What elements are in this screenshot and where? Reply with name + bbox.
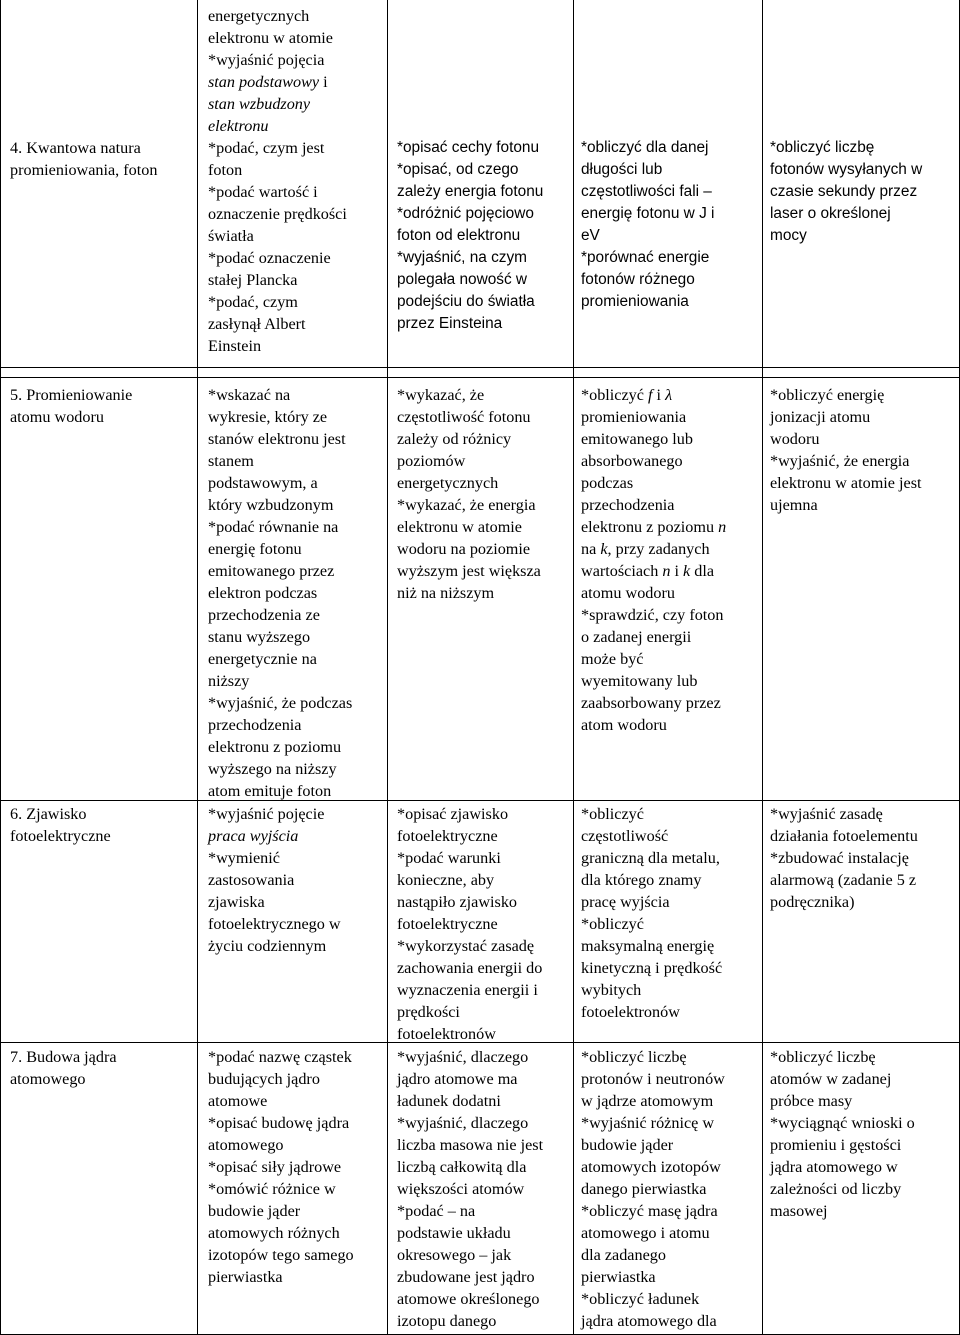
cell-line: *podać wartość i	[208, 183, 318, 201]
cell-line: *sprawdzić, czy foton	[581, 606, 724, 624]
cell-line: atomowe	[208, 1092, 268, 1110]
cell-line: pracę wyjścia	[581, 893, 670, 911]
excellent-cell	[770, 1046, 915, 1222]
cell-line: przechodzenia ze	[208, 606, 320, 624]
cell-line: *wyjaśnić, że podczas	[208, 694, 353, 712]
cell-line: zależy energia fotonu	[397, 183, 544, 200]
cell-line: wyznaczenia energii i	[397, 981, 538, 999]
extended-cell	[397, 803, 542, 1045]
cell-line: *obliczyć	[581, 805, 644, 823]
cell-line: *opisać budowę jądra	[208, 1114, 350, 1132]
excellent-cell	[770, 803, 918, 913]
cell-line: o zadanej energii	[581, 628, 692, 646]
advanced-cell	[581, 1046, 725, 1332]
cell-line: 7. Budowa jądra	[10, 1048, 117, 1066]
excellent-cell	[770, 137, 922, 247]
cell-line: energię fotonu w J i	[581, 205, 715, 222]
cell-line: oznaczenie prędkości	[208, 205, 347, 223]
cell-line: podejściu do światła	[397, 293, 535, 310]
cell-line: *wyjaśnić, dlaczego	[397, 1114, 529, 1132]
cell-line: dla zadanego	[581, 1246, 666, 1264]
cell-line: wartościach n i k dla	[581, 562, 715, 580]
cell-line: atomowych różnych	[208, 1224, 340, 1242]
cell-line: promieniowania	[581, 293, 689, 310]
topic-cell	[10, 137, 157, 181]
cell-line: atomowego	[10, 1070, 86, 1088]
cell-line: budujących jądro	[208, 1070, 320, 1088]
cell-line: częstotliwość fotonu	[397, 408, 531, 426]
cell-line: praca wyjścia	[208, 827, 299, 845]
advanced-cell	[581, 137, 714, 313]
column-divider	[762, 0, 763, 1335]
cell-line: 6. Zjawisko	[10, 805, 87, 823]
cell-line: podstawie układu	[397, 1224, 511, 1242]
cell-line: masowej	[770, 1202, 828, 1220]
cell-line: zastosowania	[208, 871, 295, 889]
cell-line: izotopów tego samego	[208, 1246, 354, 1264]
cell-line: atomowego	[208, 1136, 284, 1154]
cell-line: elektronu w atomie	[208, 29, 333, 47]
cell-line: *podać, czym	[208, 293, 298, 311]
cell-line: stałej Plancka	[208, 271, 298, 289]
cell-line: fotonów różnego	[581, 271, 695, 288]
cell-line: *wykorzystać zasadę	[397, 937, 535, 955]
cell-line: *odróżnić pojęciowo	[397, 205, 534, 222]
cell-line: eV	[581, 227, 600, 244]
basic-cell	[208, 1046, 354, 1288]
cell-line: *obliczyć f i λ	[581, 386, 673, 404]
cell-line: niż na niższym	[397, 584, 495, 602]
cell-line: zasłynął Albert	[208, 315, 306, 333]
cell-line: *podać równanie na	[208, 518, 339, 536]
cell-line: wodoru	[770, 430, 820, 448]
cell-line: *obliczyć liczbę	[770, 139, 875, 156]
cell-line: fotoelektryczne	[10, 827, 111, 845]
cell-line: fotoelektryczne	[397, 827, 498, 845]
cell-line: emitowanego lub	[581, 430, 693, 448]
cell-line: stanu wyższego	[208, 628, 311, 646]
advanced-cell	[581, 803, 722, 1023]
cell-line: atomu wodoru	[581, 584, 675, 602]
cell-line: *wyciągnąć wnioski o	[770, 1114, 915, 1132]
topic-cell	[10, 803, 111, 847]
cell-line: długości lub	[581, 161, 663, 178]
cell-line: promieniu i gęstości	[770, 1136, 902, 1154]
cell-line: wyemitowany lub	[581, 672, 698, 690]
cell-line: jądra atomowego dla	[581, 1312, 717, 1330]
cell-line: ujemna	[770, 496, 818, 514]
cell-line: energetycznych	[208, 7, 310, 25]
extended-cell	[397, 384, 541, 604]
cell-line: próbce masy	[770, 1092, 853, 1110]
cell-line: *wskazać na	[208, 386, 291, 404]
cell-line: *porównać energie	[581, 249, 710, 266]
cell-line: *podać, czym jest	[208, 139, 325, 157]
cell-line: *obliczyć liczbę	[581, 1048, 687, 1066]
topic-cell	[10, 1046, 117, 1090]
cell-line: mocy	[770, 227, 807, 244]
cell-line: *wymienić	[208, 849, 280, 867]
cell-line: *omówić różnice w	[208, 1180, 336, 1198]
cell-line: izotopu danego	[397, 1312, 497, 1330]
cell-line: zależy od różnicy	[397, 430, 512, 448]
cell-line: energię fotonu	[208, 540, 302, 558]
extended-cell	[397, 1046, 543, 1332]
cell-line: w jądrze atomowym	[581, 1092, 714, 1110]
cell-line: *zbudować instalację	[770, 849, 909, 867]
cell-line: *wyjaśnić pojęcia	[208, 51, 325, 69]
column-divider	[387, 0, 388, 1335]
cell-line: zaabsorbowany przez	[581, 694, 721, 712]
cell-line: protonów i neutronów	[581, 1070, 725, 1088]
cell-line: Einstein	[208, 337, 262, 355]
cell-line: atom wodoru	[581, 716, 667, 734]
cell-line: podręcznika)	[770, 893, 855, 911]
cell-line: *opisać cechy fotonu	[397, 139, 540, 156]
cell-line: podstawowym, a	[208, 474, 318, 492]
cell-line: elektronu z poziomu n	[581, 518, 727, 536]
column-divider	[197, 0, 198, 1335]
basic-cell	[208, 384, 352, 802]
cell-line: *podać nazwę cząstek	[208, 1048, 352, 1066]
cell-line: prędkości	[397, 1003, 460, 1021]
cell-line: emitowanego przez	[208, 562, 335, 580]
cell-line: pierwiastka	[581, 1268, 656, 1286]
cell-line: laser o określonej	[770, 205, 891, 222]
cell-line: *wyjaśnić, dlaczego	[397, 1048, 529, 1066]
cell-line: 4. Kwantowa natura	[10, 139, 141, 157]
cell-line: budowie jąder	[208, 1202, 301, 1220]
cell-line: wyższego na niższy	[208, 760, 337, 778]
cell-line: *opisać zjawisko	[397, 805, 509, 823]
cell-line: elektron podczas	[208, 584, 318, 602]
cell-line: liczbą całkowitą dla	[397, 1158, 527, 1176]
cell-line: pierwiastka	[208, 1268, 283, 1286]
cell-line: większości atomów	[397, 1180, 525, 1198]
cell-line: *obliczyć energię	[770, 386, 885, 404]
cell-line: stanów elektronu jest	[208, 430, 346, 448]
cell-line: dla którego znamy	[581, 871, 702, 889]
cell-line: fotonów wysyłanych w	[770, 161, 923, 178]
cell-line: atomów w zadanej	[770, 1070, 892, 1088]
cell-line: absorbowanego	[581, 452, 683, 470]
cell-line: atomowych izotopów	[581, 1158, 721, 1176]
cell-line: nastąpiło zjawisko	[397, 893, 518, 911]
cell-line: może być	[581, 650, 644, 668]
cell-line: kinetyczną i prędkość	[581, 959, 723, 977]
table-border-left	[0, 0, 1, 1335]
cell-line: zjawiska	[208, 893, 265, 911]
cell-line: fotoelektrycznego w	[208, 915, 341, 933]
cell-line: zachowania energii do	[397, 959, 543, 977]
cell-line: przez Einsteina	[397, 315, 503, 332]
cell-line: *wyjaśnić, na czym	[397, 249, 528, 266]
cell-line: częstotliwość	[581, 827, 669, 845]
cell-line: wodoru na poziomie	[397, 540, 531, 558]
cell-line: na k, przy zadanych	[581, 540, 710, 558]
cell-line: *obliczyć masę jądra	[581, 1202, 718, 1220]
advanced-cell	[581, 384, 726, 736]
cell-line: niższy	[208, 672, 250, 690]
cell-line: wykresie, który ze	[208, 408, 328, 426]
cell-line: jądro atomowe ma	[397, 1070, 518, 1088]
cell-line: działania fotoelementu	[770, 827, 918, 845]
cell-line: promieniowania, foton	[10, 161, 158, 179]
cell-line: *obliczyć	[581, 915, 644, 933]
cell-line: alarmową (zadanie 5 z	[770, 871, 917, 889]
row-divider	[0, 800, 960, 801]
cell-line: elektronu z poziomu	[208, 738, 342, 756]
cell-line: *obliczyć liczbę	[770, 1048, 876, 1066]
cell-line: budowie jąder	[581, 1136, 674, 1154]
cell-line: *wykazać, że	[397, 386, 485, 404]
cell-line: *wyjaśnić, że energia	[770, 452, 910, 470]
cell-line: *podać warunki	[397, 849, 501, 867]
cell-line: zbudowane jest jądro	[397, 1268, 535, 1286]
cell-line: zależności od liczby	[770, 1180, 902, 1198]
cell-line: ładunek dodatni	[397, 1092, 501, 1110]
cell-line: jonizacji atomu	[770, 408, 871, 426]
cell-line: okresowego – jak	[397, 1246, 512, 1264]
cell-line: stan podstawowy i	[208, 73, 328, 91]
cell-line: polegała nowość w	[397, 271, 528, 288]
extended-cell	[397, 137, 543, 335]
cell-line: światła	[208, 227, 254, 245]
cell-line: elektronu	[208, 117, 269, 135]
cell-line: *podać – na	[397, 1202, 476, 1220]
cell-line: czasie sekundy przez	[770, 183, 918, 200]
cell-line: promieniowania	[581, 408, 687, 426]
basic-cell	[208, 5, 347, 357]
cell-line: który wzbudzonym	[208, 496, 334, 514]
cell-line: podczas	[581, 474, 634, 492]
cell-line: atomowe określonego	[397, 1290, 540, 1308]
cell-line: foton od elektronu	[397, 227, 521, 244]
topic-cell	[10, 384, 132, 428]
row-divider	[0, 367, 960, 368]
cell-line: maksymalną energię	[581, 937, 715, 955]
cell-line: 5. Promieniowanie	[10, 386, 133, 404]
cell-line: *opisać siły jądrowe	[208, 1158, 342, 1176]
cell-line: poziomów	[397, 452, 466, 470]
cell-line: przechodzenia	[581, 496, 675, 514]
cell-line: jądra atomowego w	[770, 1158, 898, 1176]
cell-line: energetycznych	[397, 474, 499, 492]
cell-line: *podać oznaczenie	[208, 249, 331, 267]
excellent-cell	[770, 384, 922, 516]
cell-line: *wykazać, że energia	[397, 496, 536, 514]
cell-line: stanem	[208, 452, 254, 470]
cell-line: atomowego i atomu	[581, 1224, 710, 1242]
cell-line: konieczne, aby	[397, 871, 495, 889]
cell-line: *wyjaśnić pojęcie	[208, 805, 325, 823]
cell-line: wyższym jest większa	[397, 562, 541, 580]
cell-line: *wyjaśnić zasadę	[770, 805, 883, 823]
cell-line: foton	[208, 161, 243, 179]
cell-line: fotoelektronów	[581, 1003, 680, 1021]
cell-line: elektronu w atomie jest	[770, 474, 922, 492]
cell-line: *obliczyć dla danej	[581, 139, 709, 156]
cell-line: *opisać, od czego	[397, 161, 519, 178]
row-divider	[0, 377, 960, 378]
cell-line: przechodzenia	[208, 716, 302, 734]
cell-line: graniczną dla metalu,	[581, 849, 720, 867]
cell-line: atom emituje foton	[208, 782, 332, 800]
cell-line: fotoelektryczne	[397, 915, 498, 933]
cell-line: danego pierwiastka	[581, 1180, 707, 1198]
cell-line: *obliczyć ładunek	[581, 1290, 700, 1308]
cell-line: życiu codziennym	[208, 937, 327, 955]
cell-line: wybitych	[581, 981, 642, 999]
cell-line: atomu wodoru	[10, 408, 104, 426]
cell-line: fotoelektronów	[397, 1025, 496, 1043]
cell-line: *wyjaśnić różnicę w	[581, 1114, 715, 1132]
cell-line: elektronu w atomie	[397, 518, 522, 536]
cell-line: liczba masowa nie jest	[397, 1136, 544, 1154]
cell-line: energetycznie na	[208, 650, 317, 668]
cell-line: częstotliwości fali –	[581, 183, 712, 200]
cell-line: stan wzbudzony	[208, 95, 311, 113]
basic-cell	[208, 803, 341, 957]
column-divider	[573, 0, 574, 1335]
